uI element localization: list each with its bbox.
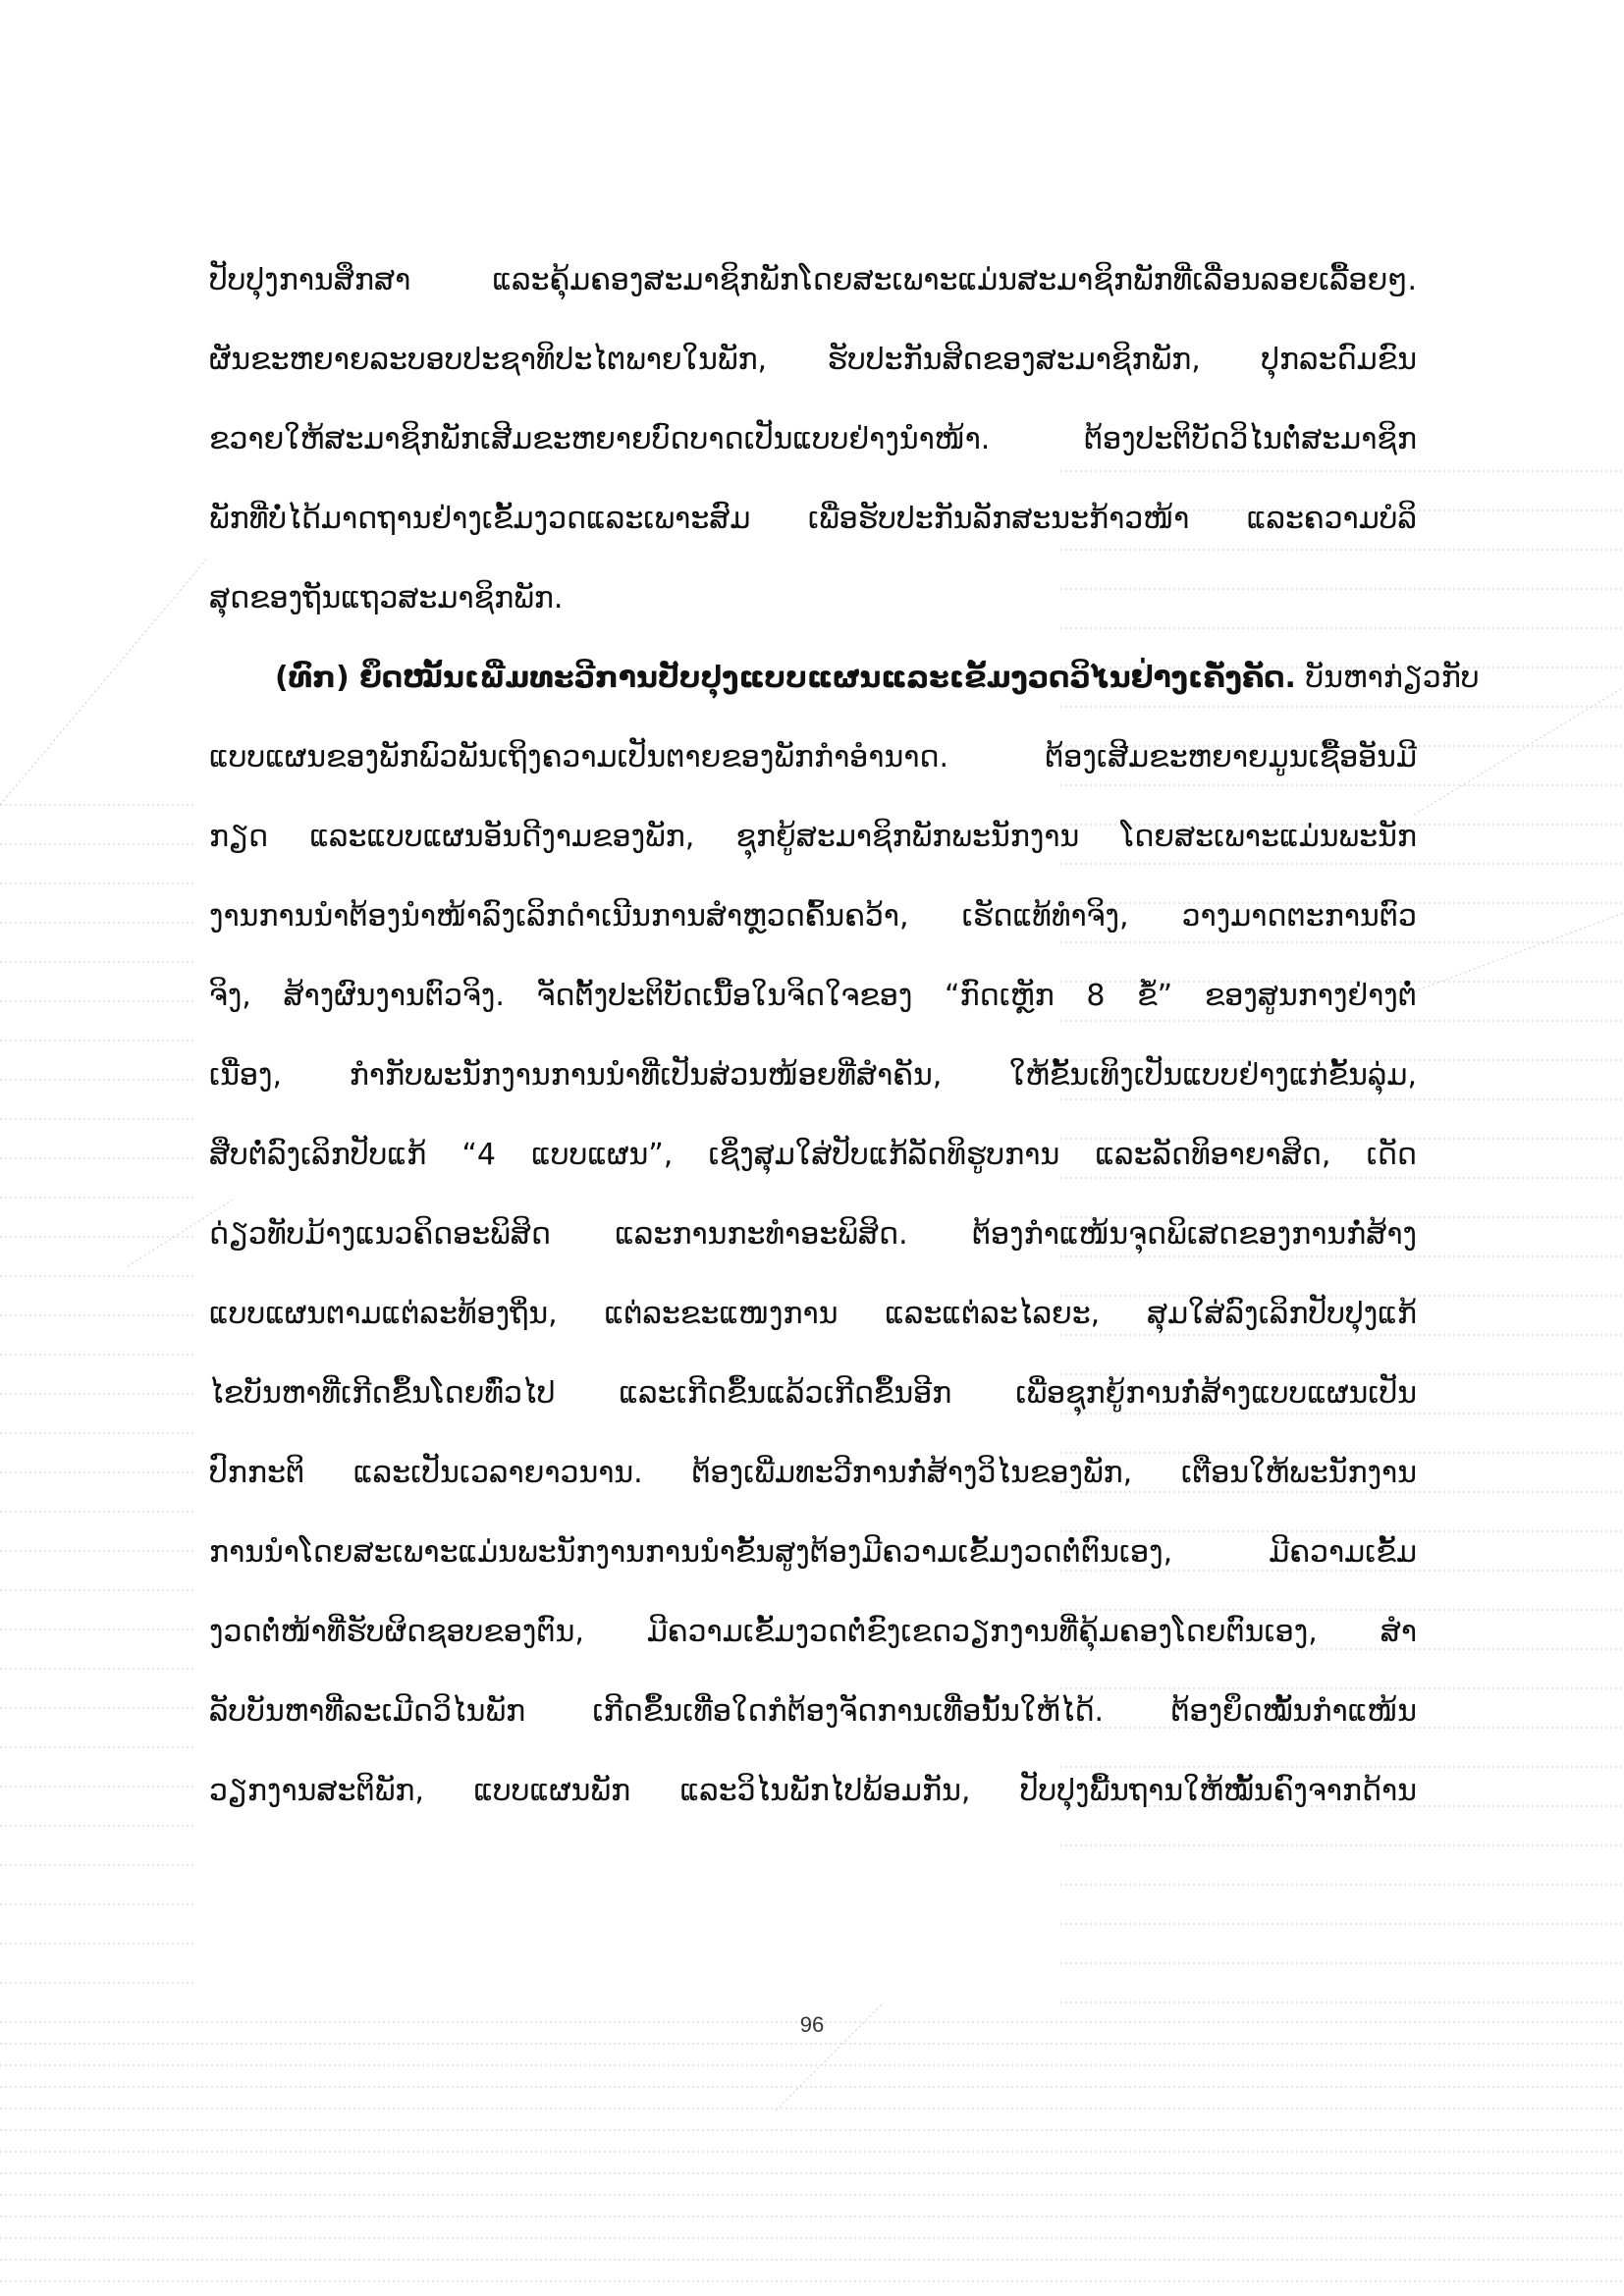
text-line: ວຽກງານສະຕິພັກ, ແບບແຜນພັກ ແລະວິໄນພັກໄປພ້ອມກັນ, ປັບປຸງພື້ນຖານໃຫ້ໝັ້ນຄົງຈາກດ້ານ: [209, 1774, 1417, 1808]
text-line: ປັບປຸງການສຶກສາ ແລະຄຸ້ມຄອງສະມາຊິກພັກໂດຍສະເພາະແມ່ນສະມາຊິກພັກທີ່ເລື່ອນລອຍເລື້ອຍໆ.: [209, 263, 1417, 297]
text-run: ບັນຫາກ່ຽວກັບ: [1305, 661, 1480, 695]
text-line: ການນໍາໂດຍສະເພາະແມ່ນພະນັກງານການນໍາຂັ້ນສູງຕ້ອງມີຄວາມເຂັ້ມງວດຕໍ່ຕົນເອງ, ມີຄວາມເຂັ້ມ: [209, 1535, 1417, 1570]
text-line: ເນື່ອງ, ກໍາກັບພະນັກງານການນໍາທີ່ເປັນສ່ວນໜ້ອຍທີ່ສໍາຄັນ, ໃຫ້ຂັ້ນເທິງເປັນແບບຢ່າງແກ່ຂັ້ນລຸ່ມ,: [209, 1058, 1417, 1093]
page-number: 96: [799, 2012, 825, 2037]
text-line: ຜັນຂະຫຍາຍລະບອບປະຊາທິປະໄຕພາຍໃນພັກ, ຮັບປະກັນສິດຂອງສະມາຊິກພັກ, ປຸກລະດົມຂົນ: [209, 343, 1417, 377]
section-heading-line: [275, 655, 1480, 702]
text-line: ແບບແຜນຕາມແຕ່ລະທ້ອງຖິ່ນ, ແຕ່ລະຂະແໜງການ ແລະແຕ່ລະໄລຍະ, ສຸມໃສ່ລົງເລິກປັບປຸງແກ້: [209, 1297, 1417, 1331]
text-line: ໄຂບັນຫາທີ່ເກີດຂຶ້ນໂດຍທົ່ວໄປ ແລະເກີດຂຶ້ນແລ້ວເກີດຂຶ້ນອີກ ເພື່ອຊຸກຍູ້ການກໍ່ສ້າງແບບແຜນເປັນ: [209, 1376, 1417, 1411]
text-line: ງານການນໍາຕ້ອງນໍາໜ້າລົງເລິກດໍາເນີນການສໍາຫຼວດຄົ້ນຄວ້າ, ເຮັດແທ້ທໍາຈິງ, ວາງມາດຕະການຕົວ: [209, 899, 1417, 934]
text-line: ພັກທີ່ບໍ່ໄດ້ມາດຖານຢ່າງເຂັ້ມງວດແລະເພາະສົມ ເພື່ອຮັບປະກັນລັກສະນະກ້າວໜ້າ ແລະຄວາມບໍລິ: [209, 502, 1417, 536]
text-line: ຈິງ, ສ້າງຜົນງານຕົວຈິງ. ຈັດຕັ້ງປະຕິບັດເນື້ອໃນຈິດໃຈຂອງ “ກົດເຫຼັກ 8 ຂໍ້” ຂອງສູນກາງຢ່າງຕໍ່: [209, 979, 1417, 1013]
text-line: ກຽດ ແລະແບບແຜນອັນດີງາມຂອງພັກ, ຊຸກຍູ້ສະມາຊິກພັກພະນັກງານ ໂດຍສະເພາະແມ່ນພະນັກ: [209, 820, 1417, 854]
section-heading: (ທົກ) ຍຶດໝັ້ນເພີ່ມທະວີການປັບປຸງແບບແຜນແລະເຂັ້ມງວດວິໄນຢ່າງເຄັ່ງຄັດ.: [275, 661, 1296, 695]
text-line: ແບບແຜນຂອງພັກພົວພັນເຖິງຄວາມເປັນຕາຍຂອງພັກກໍາອໍານາດ. ຕ້ອງເສີມຂະຫຍາຍມູນເຊື້ອອັນມີ: [209, 740, 1417, 774]
text-line: ລັບບັນຫາທີ່ລະເມີດວິໄນພັກ ເກີດຂຶ້ນເທື່ອໃດກໍຕ້ອງຈັດການເທື່ອນັ້ນໃຫ້ໄດ້. ຕ້ອງຍຶດໝັ້ນກໍາແໜ້ນ: [209, 1694, 1417, 1729]
text-line: ງວດຕໍ່ໜ້າທີ່ຮັບຜິດຊອບຂອງຕົນ, ມີຄວາມເຂັ້ມງວດຕໍ່ຂົງເຂດວຽກງານທີ່ຄຸ້ມຄອງໂດຍຕົນເອງ, ສໍາ: [209, 1615, 1417, 1649]
text-line: ຂວາຍໃຫ້ສະມາຊິກພັກເສີມຂະຫຍາຍບົດບາດເປັນແບບຢ່າງນໍາໜ້າ. ຕ້ອງປະຕິບັດວິໄນຕໍ່ສະມາຊິກ: [209, 422, 1417, 456]
text-line: ສຸດຂອງຖັນແຖວສະມາຊິກພັກ.: [209, 581, 564, 615]
text-line: ປົກກະຕິ ແລະເປັນເວລາຍາວນານ. ຕ້ອງເພີ່ມທະວີການກໍ່ສ້າງວິໄນຂອງພັກ, ເຕືອນໃຫ້ພະນັກງານ: [209, 1456, 1417, 1490]
text-line: ດ່ຽວທັບມ້າງແນວຄິດອະພິສິດ ແລະການກະທໍາອະພິສິດ. ຕ້ອງກໍາແໜ້ນຈຸດພິເສດຂອງການກໍ່ສ້າງ: [209, 1217, 1417, 1252]
text-line: ສືບຕໍ່ລົງເລິກປັບແກ້ “4 ແບບແຜນ”, ເຊິ່ງສຸມໃສ່ປັບແກ້ລັດທິຮູບການ ແລະລັດທິອາຍາສິດ, ເດັດ: [209, 1138, 1417, 1172]
